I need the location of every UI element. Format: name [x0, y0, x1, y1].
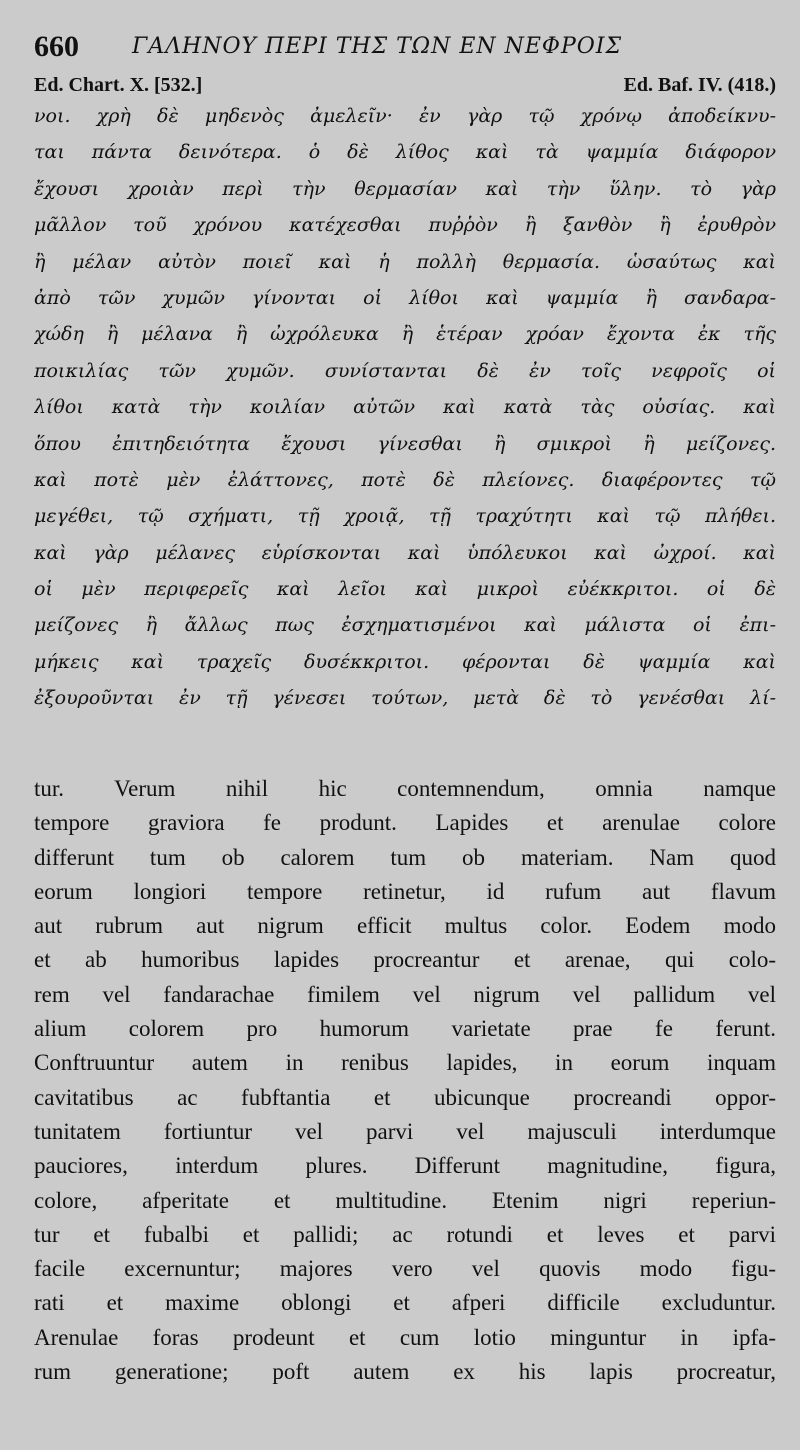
greek-text-line: μεγέθει, τῷ σχήματι, τῇ χροιᾷ, τῇ τραχύτητι καὶ τῷ πλήθει. — [34, 505, 776, 528]
greek-text-line: ται πάντα δεινότερα. ὁ δὲ λίθος καὶ τὰ ψαμμία διάφορον — [34, 141, 776, 164]
greek-text-line: ὅπου ἐπιτηδειότητα ἔχουσι γίνεσθαι ἢ σμικροὶ ἢ μείζονες. — [34, 432, 776, 455]
latin-text-line: Arenulae foras prodeunt et cum lotio minguntur in ipfa- — [34, 1324, 776, 1350]
latin-text-line: eorum longiori tempore retinetur, id rufum aut flavum — [34, 878, 776, 904]
chartier-edition-ref: Ed. Chart. X. [532.] — [34, 74, 203, 96]
basel-edition-ref: Ed. Baf. IV. (418.) — [623, 74, 776, 96]
latin-text-line: cavitatibus ac fubftantia et ubicunque procreandi oppor- — [34, 1084, 776, 1110]
latin-text-line: alium colorem pro humorum varietate prae fe ferunt. — [34, 1016, 776, 1042]
latin-text-line: rum generatione; poft autem ex his lapis procreatur, — [34, 1359, 776, 1385]
greek-text-line: χώδη ἢ μέλανα ἢ ὠχρόλευκα ἢ ἑτέραν χρόαν ἔχοντα ἐκ τῆς — [34, 323, 776, 346]
page-header — [34, 30, 774, 66]
running-title: ΓΑΛΗΝΟΥ ΠΕΡΙ ΤΗΣ ΤΩΝ ΕΝ ΝΕΦΡΟΙΣ — [132, 34, 623, 59]
latin-text-line: tunitatem fortiuntur vel parvi vel majusculi interdumque — [34, 1118, 776, 1144]
greek-text-line: λίθοι κατὰ τὴν κοιλίαν αὐτῶν καὶ κατὰ τὰς οὐσίας. καὶ — [34, 396, 776, 419]
greek-text-line: ποικιλίας τῶν χυμῶν. συνίστανται δὲ ἐν τοῖς νεφροῖς οἱ — [34, 359, 776, 382]
greek-text-line: ἀπὸ τῶν χυμῶν γίνονται οἱ λίθοι καὶ ψαμμία ἢ σανδαρα- — [34, 286, 776, 309]
latin-text-line: differunt tum ob calorem tum ob materiam. Nam quod — [34, 844, 776, 870]
greek-text-line: ἢ μέλαν αὐτὸν ποιεῖ καὶ ἡ πολλὴ θερμασία. ὡσαύτως καὶ — [34, 250, 776, 273]
latin-text-line: rem vel fandarachae fimilem vel nigrum vel pallidum vel — [34, 981, 776, 1007]
greek-text-block — [34, 98, 776, 717]
greek-text-line: μήκεις καὶ τραχεῖς δυσέκκριτοι. φέρονται δὲ ψαμμία καὶ — [34, 650, 776, 673]
latin-text-line: tempore graviora fe produnt. Lapides et arenulae colore — [34, 810, 776, 836]
latin-text-line: pauciores, interdum plures. Differunt magnitudine, figura, — [34, 1153, 776, 1179]
latin-text-line: tur. Verum nihil hic contemnendum, omnia namque — [34, 776, 776, 801]
latin-text-block — [34, 772, 776, 1389]
greek-text-line: οἱ μὲν περιφερεῖς καὶ λεῖοι καὶ μικροὶ εὐέκκριτοι. οἱ δὲ — [34, 578, 776, 601]
greek-text-line: νοι. χρὴ δὲ μηδενὸς ἀμελεῖν· ἐν γὰρ τῷ χρόνῳ ἀποδείκνυ- — [34, 105, 776, 127]
latin-text-line: et ab humoribus lapides procreantur et arenae, qui colo- — [34, 947, 776, 973]
greek-text-line: μείζονες ἢ ἄλλως πως ἐσχηματισμένοι καὶ μάλιστα οἱ ἐπι- — [34, 614, 776, 637]
greek-text-line: καὶ ποτὲ μὲν ἐλάττονες, ποτὲ δὲ πλείονες. διαφέροντες τῷ — [34, 468, 776, 491]
latin-text-line: tur et fubalbi et pallidi; ac rotundi et leves et parvi — [34, 1221, 776, 1247]
latin-text-line: facile excernuntur; majores vero vel quovis modo figu- — [34, 1256, 776, 1282]
page-number: 660 — [34, 30, 79, 63]
latin-text-line: Conftruuntur autem in renibus lapides, in eorum inquam — [34, 1050, 776, 1076]
edition-references — [34, 72, 776, 100]
greek-text-line: μᾶλλον τοῦ χρόνου κατέχεσθαι πυῤῥὸν ἢ ξανθὸν ἢ ἐρυθρὸν — [34, 214, 776, 237]
greek-text-line: καὶ γὰρ μέλανες εὑρίσκονται καὶ ὑπόλευκοι καὶ ὠχροί. καὶ — [34, 541, 776, 564]
latin-text-line: rati et maxime oblongi et afperi difficile excluduntur. — [34, 1290, 776, 1316]
latin-text-line: aut rubrum aut nigrum efficit multus color. Eodem modo — [34, 913, 776, 939]
greek-text-line: ἐξουροῦνται ἐν τῇ γένεσει τούτων, μετὰ δὲ τὸ γενέσθαι λί- — [34, 687, 776, 710]
greek-text-line: ἔχουσι χροιὰν περὶ τὴν θερμασίαν καὶ τὴν ὕλην. τὸ γὰρ — [34, 177, 776, 200]
latin-text-line: colore, afperitate et multitudine. Etenim nigri reperiun- — [34, 1187, 776, 1213]
